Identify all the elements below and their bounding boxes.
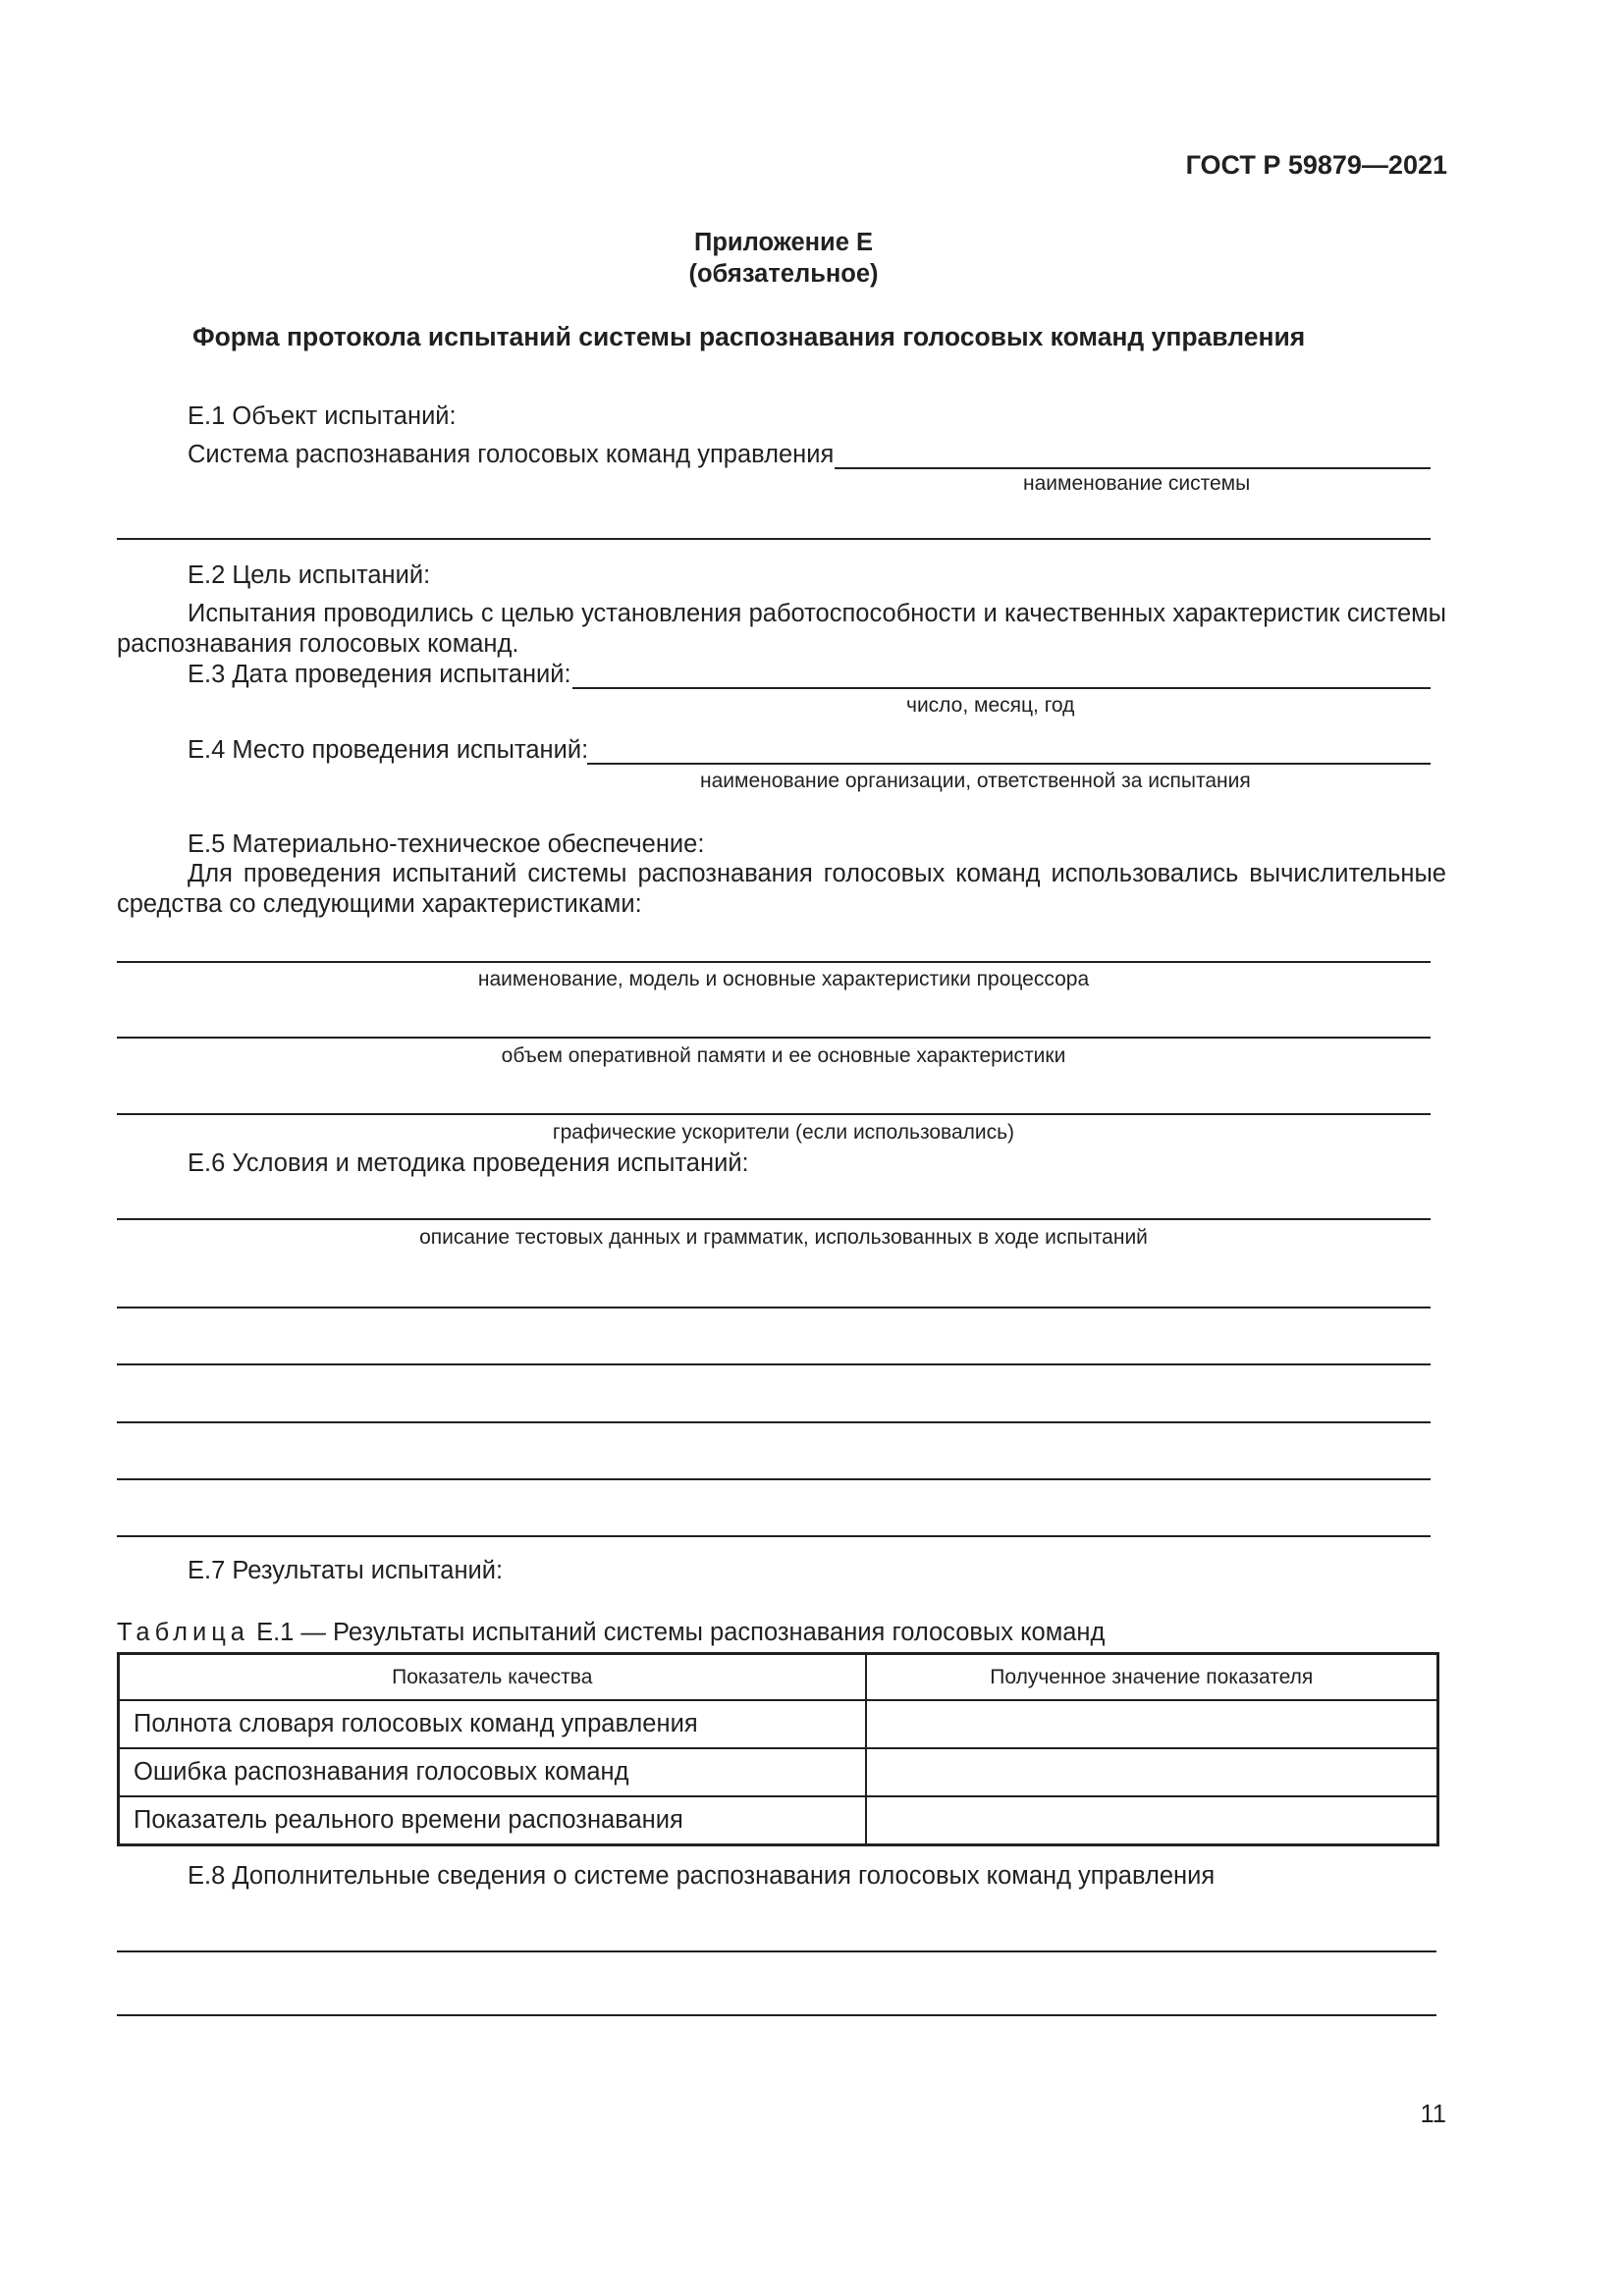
table-row — [119, 1796, 1438, 1845]
results-table — [117, 1652, 1439, 1846]
table-caption-prefix: Таблица — [117, 1619, 249, 1646]
form-title: Форма протокола испытаний системы распознавания голосовых команд управления — [192, 322, 1306, 351]
e5-ram-line[interactable] — [117, 1037, 1431, 1039]
e1-line-label: Система распознавания голосовых команд управления — [188, 441, 835, 468]
e6-heading: Е.6 Условия и методика проведения испытаний: — [188, 1149, 749, 1177]
e3-date-line[interactable] — [572, 687, 1431, 689]
e4-place-line[interactable] — [587, 763, 1431, 765]
value-cell[interactable] — [866, 1700, 1438, 1748]
e4-label: Е.4 Место проведения испытаний: — [188, 736, 589, 764]
standard-id: ГОСТ Р 59879—2021 — [1185, 150, 1447, 180]
e5-cpu-line[interactable] — [117, 961, 1431, 963]
e6-blank-line[interactable] — [117, 1478, 1431, 1480]
e4-caption: наименование организации, ответственной за испытания — [700, 770, 1251, 792]
e6-caption: описание тестовых данных и грамматик, использованных в ходе испытаний — [419, 1226, 1148, 1249]
e6-blank-line[interactable] — [117, 1535, 1431, 1537]
e7-heading: Е.7 Результаты испытаний: — [188, 1557, 504, 1584]
appendix-status: (обязательное) — [688, 260, 879, 288]
table-row — [119, 1748, 1438, 1796]
e8-info-line[interactable] — [117, 1950, 1436, 1952]
e5-caption-ram: объем оперативной памяти и ее основные характеристики — [501, 1044, 1066, 1067]
e8-heading: Е.8 Дополнительные сведения о системе распознавания голосовых команд управления — [188, 1862, 1216, 1890]
e1-system-name-line[interactable] — [835, 467, 1431, 469]
e5-heading: Е.5 Материально-техническое обеспечение: — [188, 830, 705, 858]
e5-caption-gpu: графические ускорители (если использовались) — [552, 1121, 1015, 1144]
value-cell[interactable] — [866, 1796, 1438, 1845]
table-caption-text: Е.1 — Результаты испытаний системы распознавания голосовых команд — [248, 1619, 1106, 1646]
e1-heading: Е.1 Объект испытаний: — [188, 402, 457, 430]
column-header-indicator: Показатель качества — [119, 1654, 866, 1701]
e3-label: Е.3 Дата проведения испытаний: — [188, 661, 571, 688]
e5-caption-cpu: наименование, модель и основные характеристики процессора — [477, 968, 1090, 990]
column-header-value: Полученное значение показателя — [866, 1654, 1438, 1701]
e2-text-line2: распознавания голосовых команд. — [117, 630, 519, 658]
page-number: 11 — [1420, 2101, 1446, 2128]
e6-blank-line[interactable] — [117, 1307, 1431, 1308]
appendix-title: Приложение Е — [694, 229, 873, 256]
e3-caption: число, месяц, год — [906, 694, 1075, 717]
e2-text-line1: Испытания проводились с целью установления работоспособности и качественных характеристик системы — [188, 600, 1446, 627]
e8-info-line[interactable] — [117, 2014, 1436, 2016]
e5-text-line2: средства со следующими характеристиками: — [117, 890, 642, 918]
e6-blank-line[interactable] — [117, 1421, 1431, 1423]
e1-continuation-line[interactable] — [117, 538, 1431, 540]
table-row — [119, 1700, 1438, 1748]
e6-blank-line[interactable] — [117, 1363, 1431, 1365]
value-cell[interactable] — [866, 1748, 1438, 1796]
table-header-row — [119, 1654, 1438, 1701]
indicator-cell: Ошибка распознавания голосовых команд — [119, 1748, 866, 1796]
indicator-cell: Показатель реального времени распознавания — [119, 1796, 866, 1845]
e6-test-data-line[interactable] — [117, 1218, 1431, 1220]
e2-heading: Е.2 Цель испытаний: — [188, 561, 431, 589]
table-caption — [117, 1617, 1105, 1648]
e1-caption: наименование системы — [1023, 472, 1251, 495]
indicator-cell: Полнота словаря голосовых команд управления — [119, 1700, 866, 1748]
e5-gpu-line[interactable] — [117, 1113, 1431, 1115]
e5-text-line1: Для проведения испытаний системы распознавания голосовых команд использовались вычислительные — [188, 860, 1446, 887]
